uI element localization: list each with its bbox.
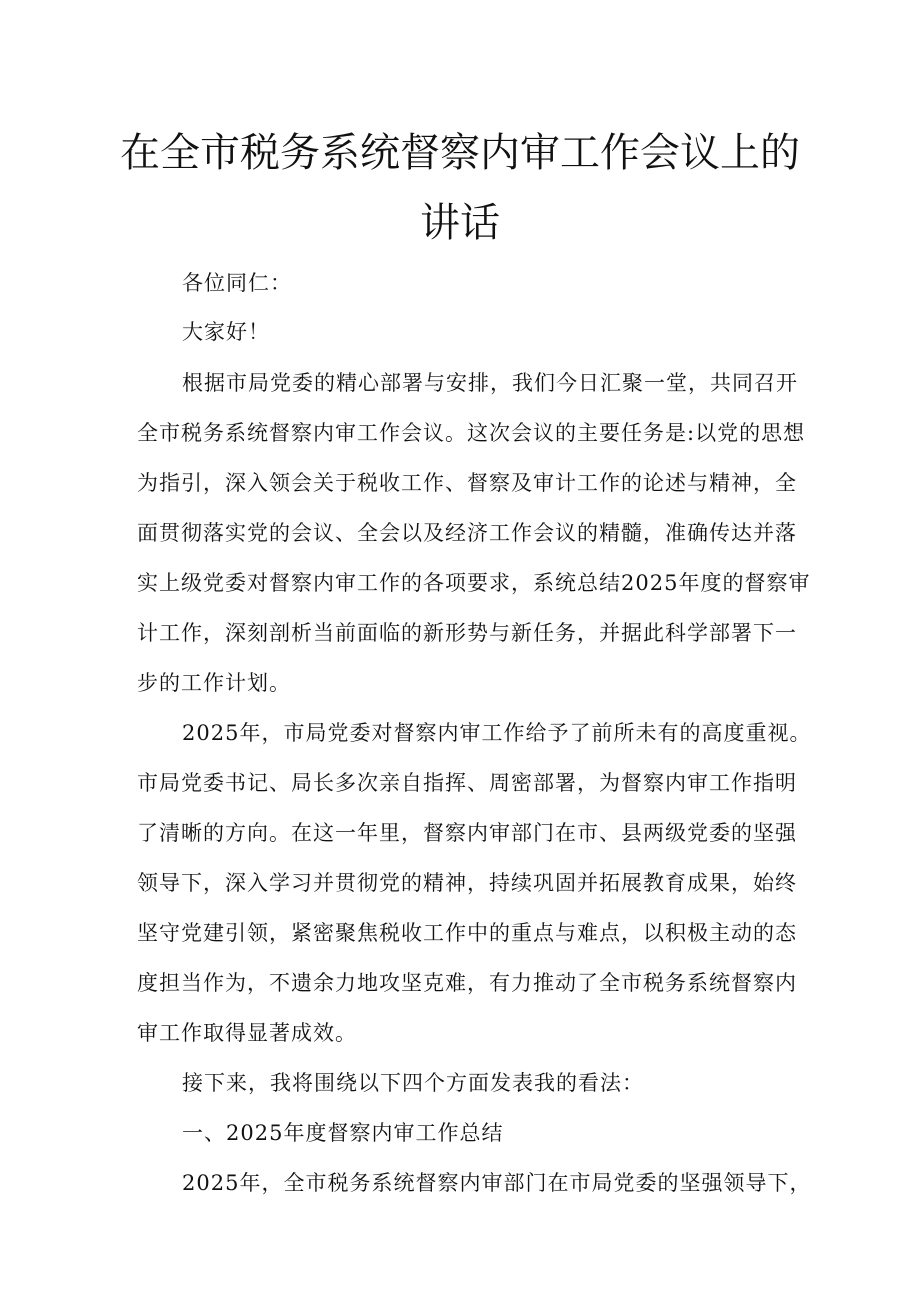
paragraph-3: 接下来，我将围绕以下四个方面发表我的看法： bbox=[182, 1071, 644, 1095]
paragraph-1-line-5: 实上级党委对督察内审工作的各项要求，系统总结2025年度的督察审 bbox=[137, 571, 811, 595]
paragraph-4-line-1: 2025年，全市税务系统督察内审部门在市局党委的坚强领导下， bbox=[182, 1171, 812, 1195]
paragraph-2-line-5: 坚守党建引领，紧密聚焦税收工作中的重点与难点，以积极主动的态 bbox=[137, 921, 797, 945]
paragraph-2-line-2: 市局党委书记、局长多次亲自指挥、周密部署，为督察内审工作指明 bbox=[137, 771, 797, 795]
section-heading-1: 一、2025年度督察内审工作总结 bbox=[182, 1121, 504, 1145]
greeting: 大家好！ bbox=[182, 320, 270, 344]
paragraph-1-line-2: 全市税务系统督察内审工作会议。这次会议的主要任务是:以党的思想 bbox=[137, 421, 806, 445]
paragraph-1-line-4: 面贯彻落实党的会议、全会以及经济工作会议的精髓，准确传达并落 bbox=[137, 521, 797, 545]
paragraph-1-line-3: 为指引，深入领会关于税收工作、督察及审计工作的论述与精神，全 bbox=[137, 471, 797, 495]
document-title-line-1: 在全市税务系统督察内审工作会议上的 bbox=[120, 130, 800, 176]
paragraph-2-line-3: 了清晰的方向。在这一年里，督察内审部门在市、县两级党委的坚强 bbox=[137, 821, 797, 845]
document-title-line-2: 讲话 bbox=[420, 200, 500, 246]
paragraph-2-line-6: 度担当作为，不遗余力地攻坚克难，有力推动了全市税务系统督察内 bbox=[137, 971, 797, 995]
paragraph-1-line-1: 根据市局党委的精心部署与安排，我们今日汇聚一堂，共同召开 bbox=[182, 371, 798, 395]
paragraph-2-line-7: 审工作取得显著成效。 bbox=[137, 1021, 357, 1045]
paragraph-2-line-1: 2025年，市局党委对督察内审工作给予了前所未有的高度重视。 bbox=[182, 721, 812, 745]
paragraph-1-line-7: 步的工作计划。 bbox=[137, 671, 291, 695]
paragraph-1-line-6: 计工作，深刻剖析当前面临的新形势与新任务，并据此科学部署下一 bbox=[137, 621, 797, 645]
paragraph-2-line-4: 领导下，深入学习并贯彻党的精神，持续巩固并拓展教育成果，始终 bbox=[137, 871, 797, 895]
salutation: 各位同仁： bbox=[182, 271, 292, 295]
